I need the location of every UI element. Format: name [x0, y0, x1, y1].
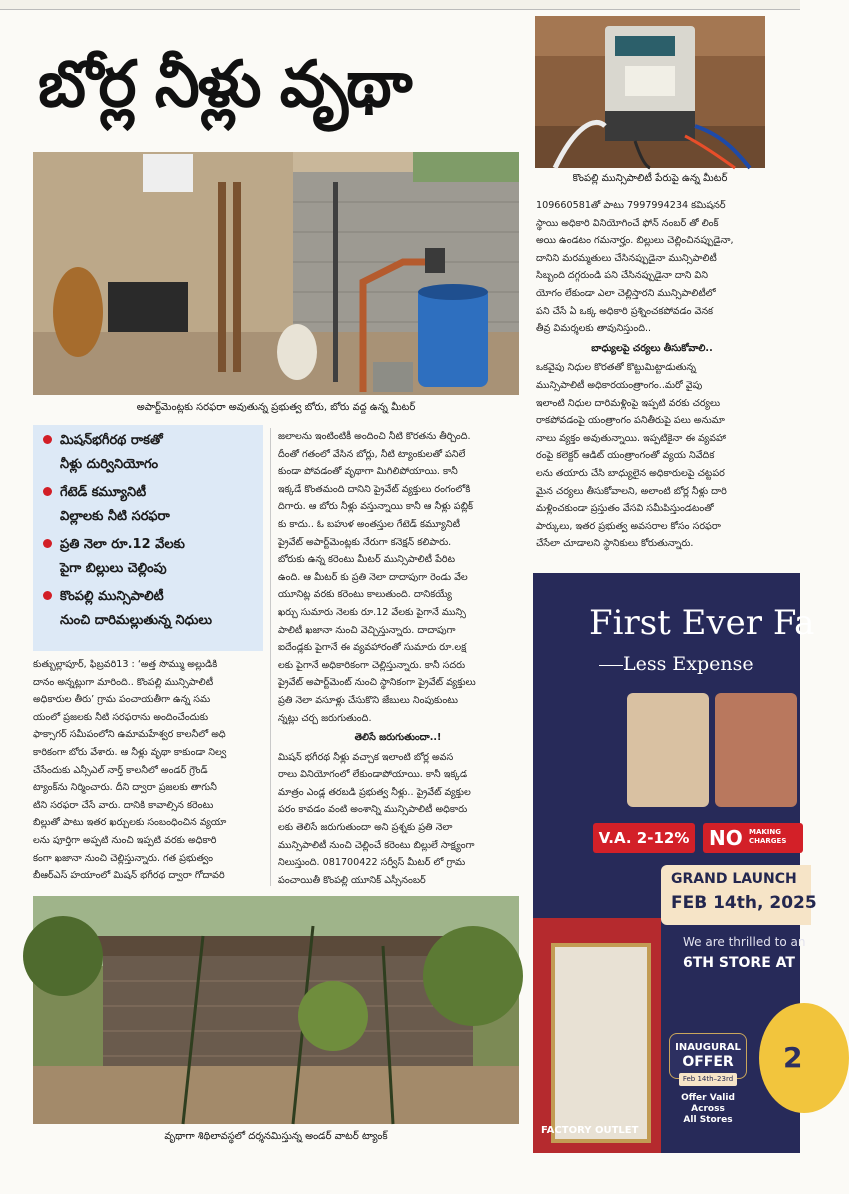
ad-divider	[599, 665, 623, 666]
meter-photo	[535, 16, 765, 168]
article-line: మాత్రం ఎండ్ల తరబడి ప్రభుత్వ నీళ్లు.. ప్రైవేట్ వ్యక్తుల	[278, 786, 471, 798]
ad-offer-validity: Offer Valid Across All Stores	[681, 1093, 735, 1125]
article-line: కారికంగా బోరు వేశారు. ఆ నీళ్లు వృథా కాకుండా నిల్వ	[33, 746, 227, 758]
article-line: తీవ్ర విమర్శలకు తావునిస్తుంది..	[536, 323, 652, 335]
article-line: మున్సిపాలిటీ అధికారయంత్రాంగం..మరో వైపు	[536, 379, 703, 391]
headline: బోర్ల నీళ్లు వృథా	[38, 48, 411, 122]
article-line: బీఆర్ఎస్ హయాంలో మిషన్ భగీరథ ద్వారా గోదావరి	[33, 870, 225, 882]
article-line: ప్రైవేట్ అపార్ట్‌మెంట్లకు నేరుగా కనెక్షన్ కలిపారు.	[278, 536, 452, 548]
ad-outlet-label: FACTORY OUTLET	[541, 1125, 639, 1136]
ad-offer-date: Feb 14th–23rd	[679, 1073, 737, 1086]
article-line: కుండా పోవడంతో వృథాగా మిగిలిపోయాయి. కానీ	[278, 466, 458, 478]
article-column-3	[536, 197, 768, 557]
highlight-item: గేటెడ్ కమ్యూనిటీ విల్లాలకు నీటి సరఫరా	[41, 481, 255, 529]
ad-offer-badge: INAUGURAL OFFER	[669, 1033, 747, 1079]
article-line: సిబ్బంది దగ్గరుండి పని చేసినప్పుడైనా దాని విని	[536, 270, 708, 282]
article-line: దీంతో గతంలో వేసిన బోర్లు, నీటి ట్యాంకులతో పనిలే	[278, 448, 466, 460]
article-line: జలాలను ఇంటింటికీ అందించి నీటి కొరతను తీర్చింది.	[278, 431, 471, 442]
article-line: పరం కావడం వంటి అంశాన్ని మున్సిపాలిటీ అధికారు	[278, 804, 468, 816]
article-line: రాలు వినియోగంలో లేకుండాపోయాయి. కానీ ఇక్కడ	[278, 769, 468, 781]
article-line: ప్రైవేట్ అపార్ట్‌మెంట్ నుంచి స్థానికంగా ప్రైవేట్ వ్యక్తులు	[278, 677, 476, 689]
meter-caption: కొంపల్లి మున్సిపాలిటీ పేరుపై ఉన్న మీటర్	[572, 173, 728, 184]
article-line: స్థాయి అధికారి వినియోగించే ఫోన్ నంబర్ తో లింక్	[536, 217, 719, 229]
article-line: రంపై కలెక్టర్ ఆడిట్ యంత్రాంగంతో వ్యయ నివేదిక	[536, 450, 715, 462]
ad-gold-medallion: 2	[759, 1003, 849, 1113]
article-line: నిలుస్తుంది. 081700422 సర్వీస్ మీటర్ లో గ్రామ	[278, 857, 466, 869]
borewell-caption: అపార్ట్‌మెంట్లకు సరఫరా అవుతున్న ప్రభుత్వ బోరు, బోరు వద్ద ఉన్న మీటర్	[136, 402, 416, 413]
borewell-photo	[33, 152, 519, 395]
article-line: మిషన్ భగీరథ నీళ్లు వచ్చాక ఇలాంటి బోర్ల అవస	[278, 751, 454, 763]
article-line: యూనిట్ల వరకు కరెంటు కాలుతుంది. దానికయ్యే	[278, 589, 452, 601]
article-line: పాలిటీ ఖజానా నుంచి వెచ్చిస్తున్నారు. దాదాపుగా	[278, 624, 456, 636]
article-line: అధికారుల తీరు’ గ్రామ పంచాయతీగా ఉన్న సమ	[33, 694, 211, 706]
article-line: ఐదేండ్లకు పైగానే ఈ వ్యవహారంతో సుమారు రూ.లక్ష	[278, 642, 467, 654]
ad-product-photo	[715, 693, 797, 807]
article-line: యంలో ప్రజలకు నీటి సరఫరాను అందించేందుకు	[33, 711, 209, 723]
article-line: లను పూర్తిగా అప్పటి నుంచి ఇప్పటి వరకు అధికారి	[33, 834, 217, 846]
article-line: మున్సిపాలిటీ నుంచి చెల్లించే కరెంటు బిల్లులే సాక్ష్యంగా	[278, 839, 475, 851]
article-line: పని చేసే ఏ ఒక్క అధికారి ప్రశ్నించకపోవడం వెనక	[536, 305, 714, 317]
article-line: ట్యాంక్‌ను నిర్మించారు. దీని ద్వారా ప్రజలకు తాగునీ	[33, 782, 217, 794]
article-line: యోగం లేకుండా ఎలా చెల్లిస్తారని మున్సిపాలిటీలో	[536, 287, 716, 299]
column-rule	[270, 428, 271, 886]
article-line: అయి ఉండటం గమనార్హం. బిల్లులు చెల్లించినప్పుడైనా,	[536, 235, 734, 247]
article-line: 109660581తో పాటు 7997994234 కమిషనర్	[536, 200, 726, 211]
article-line: ఖర్చు సుమారు నెలకు రూ.12 వేలకు పైగానే మున్సి	[278, 606, 466, 618]
article-line: ఫాక్సాగర్ సమీపంలోని ఉమామహేశ్వర కాలనీలో అధి	[33, 729, 226, 741]
previous-page-strip	[0, 0, 800, 10]
ad-tagline: Less Expense	[623, 653, 754, 675]
article-line: చేసేలా చూడాలని స్థానికులు కోరుతున్నారు.	[536, 538, 694, 550]
article-line: లకు పైగానే అధికారికంగా చెల్లిస్తున్నారు. కానీ సదరు	[278, 659, 466, 671]
highlights-box	[33, 425, 263, 651]
article-line: నాలు వ్యక్తం అవుతున్నాయి. ఇప్పటికైనా ఈ వ్యవహా	[536, 432, 726, 444]
article-line: ప్రతి నెలా వసూళ్లు చేసుకొని జేబులు నింపుకుంటు	[278, 694, 458, 706]
highlight-item: ప్రతి నెలా రూ.12 వేలకు పైగా బిల్లులు చెల్లింపు	[41, 533, 255, 581]
article-column-1	[33, 656, 263, 888]
article-column-2	[278, 428, 518, 888]
bullet-dot-icon	[43, 539, 52, 548]
article-line: లకు తెలిసే జరుగుతుందా అని ప్రశ్నకు ప్రతి నెలా	[278, 822, 453, 834]
ad-no-making-badge: NO MAKING CHARGES	[703, 823, 803, 853]
article-line: కు కాదు.. ఓ బహుళ అంతస్తుల గేటెడ్ కమ్యూనిటీ	[278, 518, 461, 530]
article-line: ఇలాంటి నిధుల దారిమళ్లింపై ఇప్పటి వరకు చర్యలు	[536, 397, 721, 409]
article-line: లను తయారు చేసి బాధ్యులైన అధికారులపై చట్టపర	[536, 467, 725, 479]
article-line: ఉంది. ఆ మీటర్ కు ప్రతి నెలా దాదాపుగా రెండు వేల	[278, 571, 468, 583]
bullet-dot-icon	[43, 487, 52, 496]
bullet-dot-icon	[43, 591, 52, 600]
highlight-item: కొంపల్లి మున్సిపాలిటీ నుంచి దారిమల్లుతున్న నిధులు	[41, 585, 255, 633]
article-line: ఒకవైపు నిధుల కొరతతో కొట్టుమిట్టాడుతున్న	[536, 362, 696, 374]
article-line: పంచాయితీ కొంపల్లి యూనిక్ ఎస్సీనంబర్	[278, 874, 426, 886]
ad-product-photo	[627, 693, 709, 807]
ad-store-entrance	[551, 943, 651, 1143]
ad-va-badge: V.A. 2-12%	[593, 823, 695, 853]
article-subheading: తెలిసే జరుగుతుందా..!	[354, 732, 442, 744]
article-line: ఇక్కడే కొంతమంది దానిని ప్రైవేట్ వ్యక్తులు రంగంలోకి	[278, 483, 471, 495]
article-line: చేసేందుకు ఎన్సీఎల్ నార్త్ కాలనీలో అండర్ గ్రౌండ్	[33, 764, 208, 776]
article-line: మైన చర్యలు తీసుకోవాలని, అలాంటి బోర్ల నీళ్లు దారి	[536, 485, 727, 497]
article-line: కంగా ఖజానా నుంచి చెల్లిస్తున్నారు. గత ప్రభుత్వం	[33, 852, 213, 864]
article-line: దానిని మరమ్మతులు చేసినప్పుడైనా మున్సిపాలిటీ	[536, 252, 717, 264]
ad-store-text: 6TH STORE AT	[683, 955, 795, 971]
jewellery-advertisement[interactable]	[533, 573, 817, 1153]
article-line: దానం అన్నట్లుగా మారింది.. కొంపల్లి మున్సిపాలిటీ	[33, 676, 214, 688]
article-line: మళ్లించకుండా ప్రస్తుతం వేసవి సమీపిస్తుండటంతో	[536, 503, 714, 515]
ad-headline: First Ever Fa	[589, 603, 815, 643]
ad-launch-banner: GRAND LAUNCH FEB 14th, 2025	[661, 865, 811, 925]
tank-photo	[33, 896, 519, 1124]
article-line: కుత్బుల్లాపూర్, ఫిబ్రవరి13 : ‘అత్త సొమ్ము అల్లుడికి	[33, 659, 218, 670]
article-line: బిల్లుతో పాటు ఇతర ఖర్చులకు సంబంధించిన వ్యయా	[33, 817, 227, 829]
article-line: టిని సరఫరా చేసే వారు. దానికి కావాల్సిన కరెంటు	[33, 799, 214, 811]
bullet-dot-icon	[43, 435, 52, 444]
tank-caption: వృథాగా శిథిలావస్థలో దర్శనమిస్తున్న అండర్ వాటర్ ట్యాంక్	[164, 1131, 388, 1142]
article-subheading: బాధ్యులపై చర్యలు తీసుకోవాలి..	[591, 342, 713, 354]
article-line: రాకపోవడంపై యంత్రాంగం పనితీరుపై పలు అనుమా	[536, 415, 725, 427]
article-line: దిగారు. ఆ బోరు నీళ్లు వస్తున్నాయి కానీ ఆ నీళ్లు పబ్లిక్	[278, 501, 474, 513]
highlight-item: మిషన్‌భగీరథ రాకతో నీళ్లు దుర్వినియోగం	[41, 429, 255, 477]
ad-announcement: We are thrilled to an	[683, 935, 806, 949]
article-line: పార్కులు, ఇతర ప్రభుత్వ అవసరాల కోసం సరఫరా	[536, 520, 721, 532]
article-line: బోరుకు ఉన్న కరెంటు మీటర్ మున్సిపాలిటీ పేరిట	[278, 554, 456, 566]
article-line: న్నట్లు చర్చ జరుగుతుంది.	[278, 712, 372, 724]
